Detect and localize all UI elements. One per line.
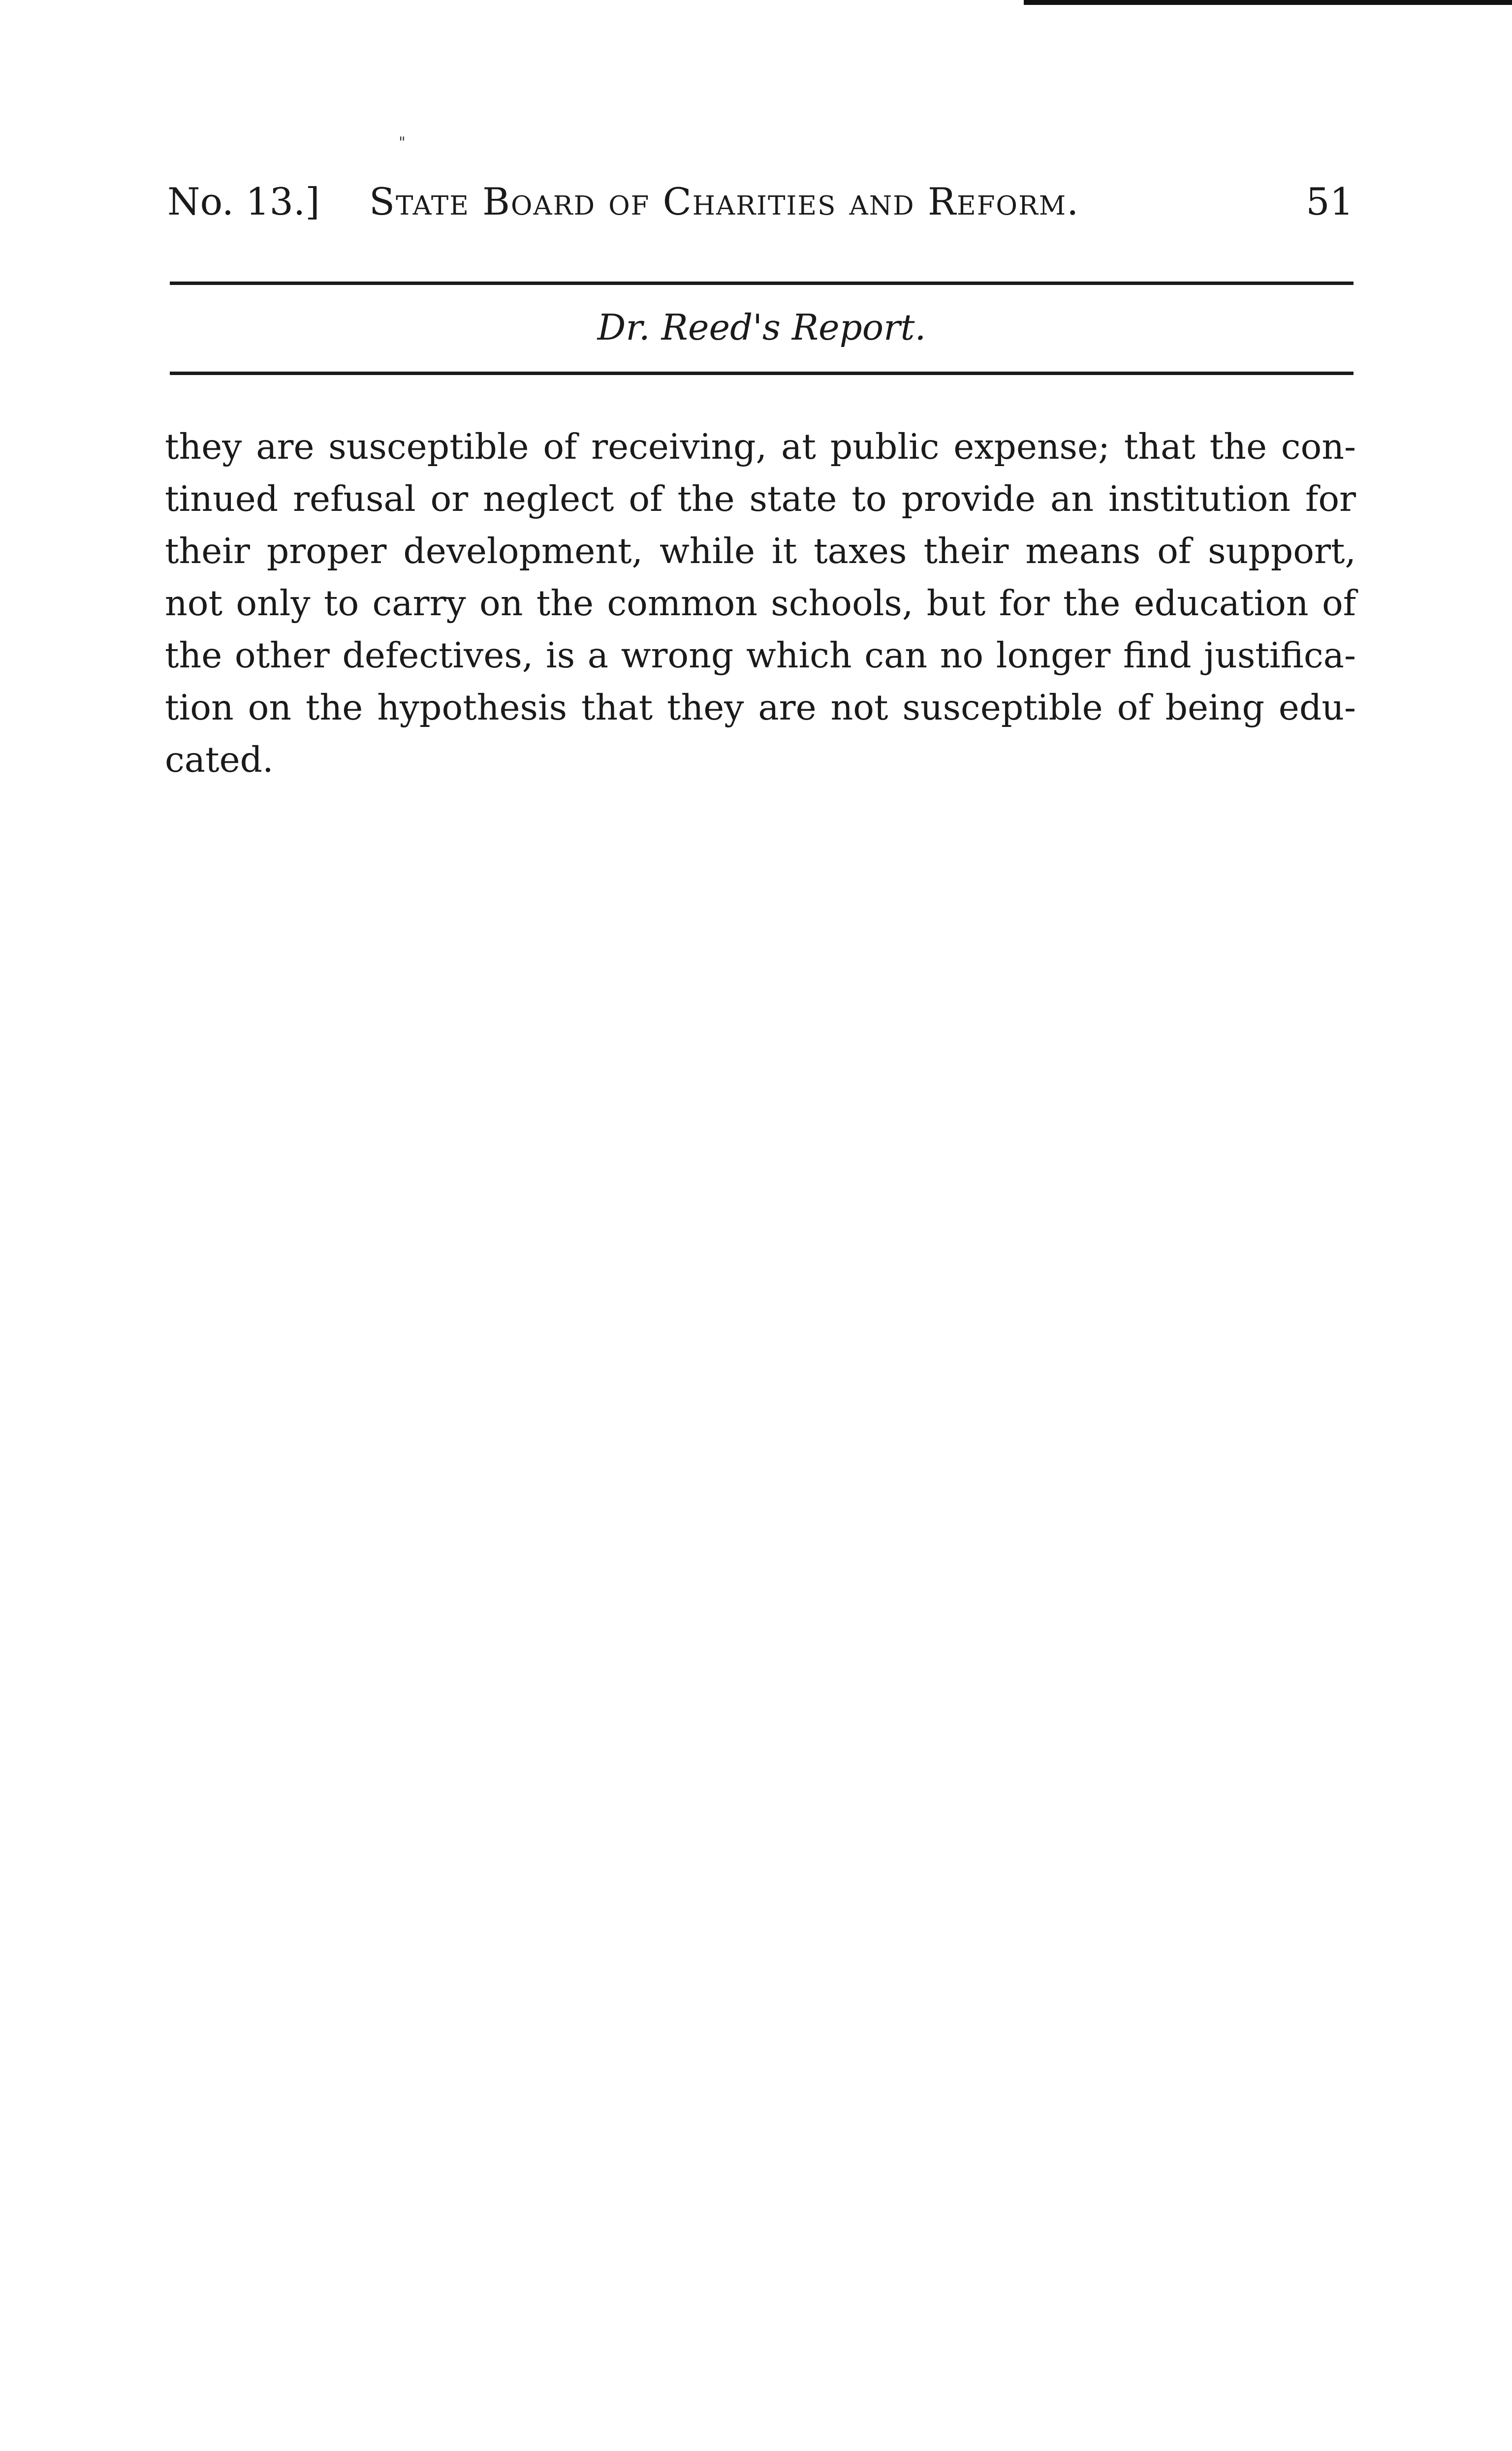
body-line: tinued refusal or neglect of the state to provide an institution for bbox=[165, 478, 1356, 519]
header-rule-bottom bbox=[170, 372, 1354, 375]
body-line: cated. bbox=[165, 739, 274, 780]
body-line: they are susceptible of receiving, at public expense; that the con- bbox=[165, 426, 1356, 467]
body-line: not only to carry on the common schools, but for the education of bbox=[165, 583, 1356, 624]
body-paragraph bbox=[165, 421, 1356, 786]
body-line: tion on the hypothesis that they are not susceptible of being edu- bbox=[165, 687, 1356, 728]
section-subheading: Dr. Reed's Report. bbox=[597, 307, 926, 348]
running-title: State Board of Charities and Reform. bbox=[369, 180, 1080, 223]
scan-edge-bar bbox=[1024, 0, 1512, 5]
page-number: 51 bbox=[1306, 180, 1354, 223]
document-number: No. 13.] bbox=[167, 180, 320, 223]
body-line: their proper development, while it taxes their means of support, bbox=[165, 531, 1356, 571]
header-rule-top bbox=[170, 282, 1354, 285]
body-line: the other defectives, is a wrong which can no longer find justifica- bbox=[165, 635, 1356, 676]
stray-mark: " bbox=[399, 134, 406, 151]
running-head bbox=[167, 175, 1358, 229]
